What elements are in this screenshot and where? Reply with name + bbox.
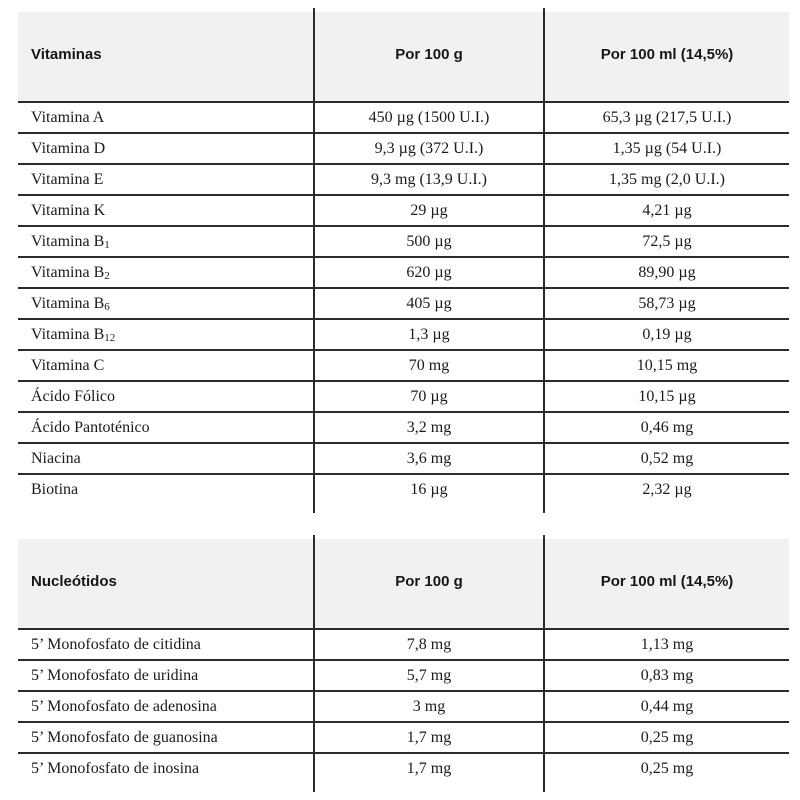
- nucleotides-table: [18, 535, 789, 792]
- row-label-text: Vitamina C: [31, 357, 105, 374]
- value-per-100ml: 4,21 µg: [543, 196, 789, 227]
- value-per-100g: 29 µg: [313, 196, 543, 227]
- value-per-100g: 70 µg: [313, 382, 543, 413]
- row-label-text: Vitamina E: [31, 171, 104, 188]
- value-per-100ml: 0,46 mg: [543, 413, 789, 444]
- row-label: [18, 413, 313, 444]
- row-label-text: Vitamina A: [31, 109, 105, 126]
- row-label: [18, 196, 313, 227]
- row-label: [18, 444, 313, 475]
- row-label: [18, 134, 313, 165]
- per-100ml-header: Por 100 ml (14,5%): [543, 535, 789, 630]
- value-per-100ml: 2,32 µg: [543, 475, 789, 506]
- value-per-100ml: 0,25 mg: [543, 754, 789, 785]
- row-label: [18, 351, 313, 382]
- value-per-100g: 1,3 µg: [313, 320, 543, 351]
- value-per-100g: 9,3 µg (372 U.I.): [313, 134, 543, 165]
- value-per-100g: 70 mg: [313, 351, 543, 382]
- per-100g-header: Por 100 g: [313, 535, 543, 630]
- value-per-100ml: 89,90 µg: [543, 258, 789, 289]
- row-label-text: Vitamina B: [31, 326, 105, 343]
- row-label: [18, 320, 313, 351]
- value-per-100ml: 65,3 µg (217,5 U.I.): [543, 103, 789, 134]
- nucleotides-header-label: Nucleótidos: [18, 535, 313, 630]
- value-per-100g: 620 µg: [313, 258, 543, 289]
- row-label: [18, 227, 313, 258]
- value-per-100g: 5,7 mg: [313, 661, 543, 692]
- row-label: [18, 289, 313, 320]
- row-label: 5’ Monofosfato de guanosina: [18, 723, 313, 754]
- row-label: [18, 475, 313, 506]
- value-per-100ml: 0,44 mg: [543, 692, 789, 723]
- column-divider-line: [313, 785, 543, 792]
- value-per-100g: 450 µg (1500 U.I.): [313, 103, 543, 134]
- value-per-100ml: 10,15 µg: [543, 382, 789, 413]
- row-label: [18, 258, 313, 289]
- row-label-text: Vitamina D: [31, 140, 106, 157]
- row-label-subscript: 12: [104, 332, 116, 344]
- value-per-100g: 1,7 mg: [313, 723, 543, 754]
- per-100ml-header: Por 100 ml (14,5%): [543, 8, 789, 103]
- value-per-100ml: 1,35 µg (54 U.I.): [543, 134, 789, 165]
- row-label: 5’ Monofosfato de citidina: [18, 630, 313, 661]
- row-label-subscript: 6: [104, 301, 110, 313]
- value-per-100ml: 72,5 µg: [543, 227, 789, 258]
- value-per-100ml: 0,83 mg: [543, 661, 789, 692]
- value-per-100g: 16 µg: [313, 475, 543, 506]
- value-per-100g: 3 mg: [313, 692, 543, 723]
- column-divider-line: [543, 506, 789, 513]
- value-per-100ml: 0,19 µg: [543, 320, 789, 351]
- value-per-100ml: 0,52 mg: [543, 444, 789, 475]
- row-label-text: Niacina: [31, 450, 81, 467]
- per-100g-header: Por 100 g: [313, 8, 543, 103]
- row-label: 5’ Monofosfato de inosina: [31, 760, 200, 777]
- row-label-text: Ácido Pantoténico: [31, 419, 150, 436]
- value-per-100ml: 1,13 mg: [543, 630, 789, 661]
- row-label-text: Biotina: [31, 481, 79, 498]
- vitamins-table: [18, 8, 789, 513]
- row-label: 5’ Monofosfato de adenosina: [18, 692, 313, 723]
- value-per-100g: 3,2 mg: [313, 413, 543, 444]
- value-per-100ml: 58,73 µg: [543, 289, 789, 320]
- row-label-subscript: 1: [104, 239, 110, 251]
- row-label-text: Ácido Fólico: [31, 388, 115, 405]
- row-label-text: Vitamina B: [31, 233, 105, 250]
- row-label: [18, 165, 313, 196]
- row-label-text: Vitamina B: [31, 264, 105, 281]
- value-per-100ml: 0,25 mg: [543, 723, 789, 754]
- column-divider-line: [313, 506, 543, 513]
- row-label-subscript: 2: [104, 270, 110, 282]
- row-label: [18, 382, 313, 413]
- value-per-100ml: 1,35 mg (2,0 U.I.): [543, 165, 789, 196]
- row-label-text: Vitamina B: [31, 295, 105, 312]
- value-per-100g: 405 µg: [313, 289, 543, 320]
- row-label: [18, 103, 313, 134]
- value-per-100ml: 10,15 mg: [543, 351, 789, 382]
- value-per-100g: 9,3 mg (13,9 U.I.): [313, 165, 543, 196]
- column-divider-line: [543, 785, 789, 792]
- row-label-text: Vitamina K: [31, 202, 106, 219]
- row-label: 5’ Monofosfato de uridina: [18, 661, 313, 692]
- vitamins-header-label: Vitaminas: [18, 8, 313, 103]
- value-per-100g: 1,7 mg: [313, 754, 543, 785]
- value-per-100g: 3,6 mg: [313, 444, 543, 475]
- value-per-100g: 7,8 mg: [313, 630, 543, 661]
- value-per-100g: 500 µg: [313, 227, 543, 258]
